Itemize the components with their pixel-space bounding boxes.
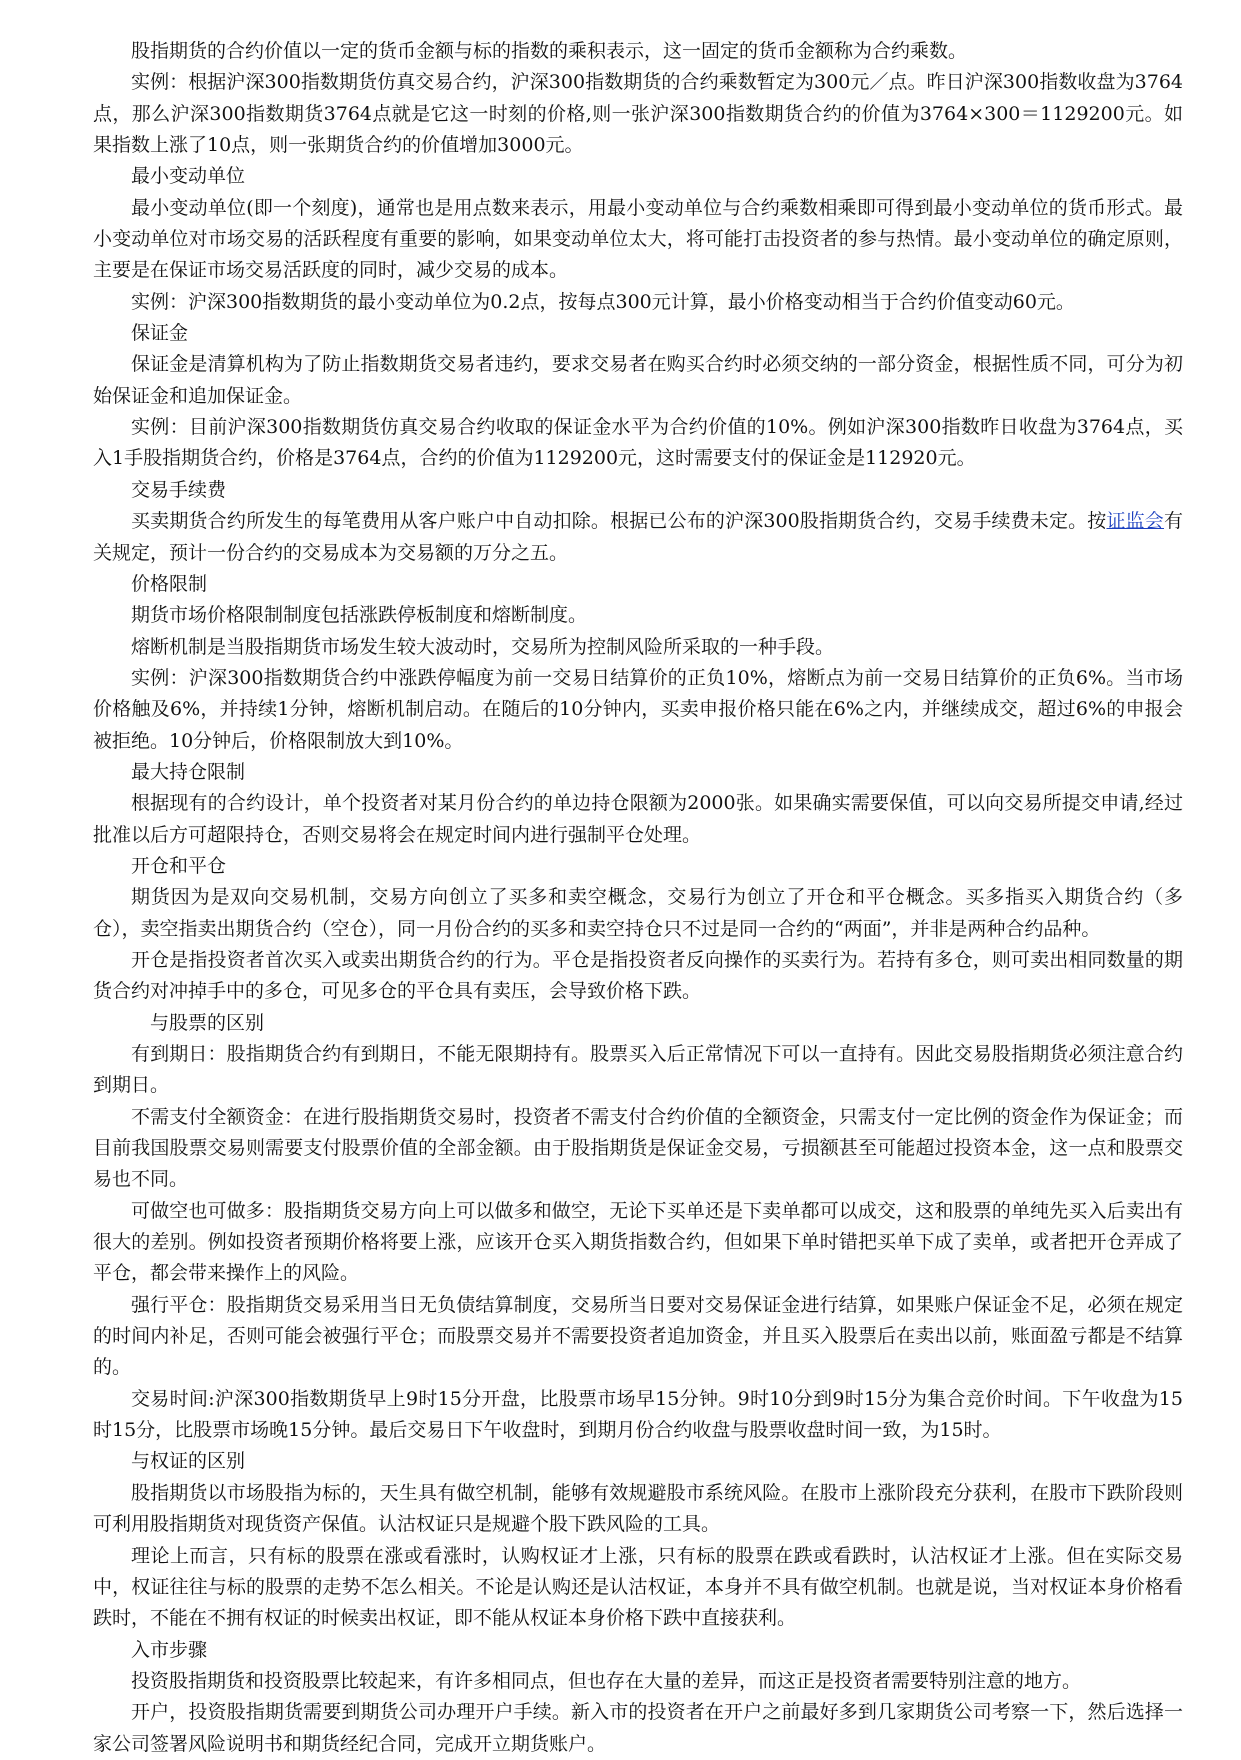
paragraph: 熔断机制是当股指期货市场发生较大波动时，交易所为控制风险所采取的一种手段。 [131,635,835,658]
paragraph: 交易时间:沪深300指数期货早上9时15分开盘，比股票市场早15分钟。9时10分到9时15分为集合竞价时间。下午收盘为15时15分，比股票市场晚15分钟。最后交易日下午收盘时，到期月份合约收盘与股票收盘时间一致，为15时。 [93,1387,1183,1442]
section-heading: 开仓和平仓 [131,854,227,877]
paragraph-text: 买卖期货合约所发生的每笔费用从客户账户中自动扣除。根据已公布的沪深300股指期货合约，交易手续费未定。按 [131,510,1107,533]
section-heading: 最大持仓限制 [131,760,246,783]
csrc-link[interactable]: 证监会 [1106,510,1164,533]
paragraph: 可做空也可做多：股指期货交易方向上可以做多和做空，无论下买单还是下卖单都可以成交，这和股票的单纯先买入后卖出有很大的差别。例如投资者预期价格将要上涨，应该开仓买入期货指数合约，但如果下单时错把买单下成了卖单，或者把开仓弄成了平仓，都会带来操作上的风险。 [93,1199,1183,1285]
section-heading: 与权证的区别 [131,1450,246,1473]
section-heading: 最小变动单位 [131,165,246,188]
section-heading: 交易手续费 [131,478,227,501]
paragraph: 股指期货以市场股指为标的，天生具有做空机制，能够有效规避股市系统风险。在股市上涨阶段充分获利，在股市下跌阶段则可利用股指期货对现货资产保值。认沽权证只是规避个股下跌风险的工具。 [93,1481,1183,1536]
paragraph: 实例：沪深300指数期货合约中涨跌停幅度为前一交易日结算价的正负10%，熔断点为前一交易日结算价的正负6%。当市场价格触及6%，并持续1分钟，熔断机制启动。在随后的10分钟内，买卖申报价格只能在6%之内，并继续成交，超过6%的申报会被拒绝。10分钟后，价格限制放大到10%。 [93,666,1183,752]
paragraph: 实例：目前沪深300指数期货仿真交易合约收取的保证金水平为合约价值的10%。例如沪深300指数昨日收盘为3764点，买入1手股指期货合约，价格是3764点，合约的价值为1129200元，这时需要支付的保证金是112920元。 [93,416,1183,470]
paragraph-with-link [93,506,1183,569]
paragraph: 理论上而言，只有标的股票在涨或看涨时，认购权证才上涨，只有标的股票在跌或看跌时，认沽权证才上涨。但在实际交易中，权证往往与标的股票的走势不怎么相关。不论是认购还是认沽权证，本身并不具有做空机制。也就是说，当对权证本身价格看跌时，不能在不拥有权证的时候卖出权证，即不能从权证本身价格下跌中直接获利。 [93,1544,1183,1630]
paragraph: 有到期日：股指期货合约有到期日，不能无限期持有。股票买入后正常情况下可以一直持有。因此交易股指期货必须注意合约到期日。 [93,1043,1183,1097]
section-heading: 与股票的区别 [150,1011,265,1034]
paragraph: 保证金是清算机构为了防止指数期货交易者违约，要求交易者在购买合约时必须交纳的一部分资金，根据性质不同，可分为初始保证金和追加保证金。 [93,353,1183,407]
paragraph: 实例：沪深300指数期货的最小变动单位为0.2点，按每点300元计算，最小价格变动相当于合约价值变动60元。 [131,290,1075,313]
paragraph: 根据现有的合约设计，单个投资者对某月份合约的单边持仓限额为2000张。如果确实需要保值，可以向交易所提交申请,经过批准以后方可超限持仓，否则交易将会在规定时间内进行强制平仓处理。 [93,792,1183,846]
paragraph: 强行平仓：股指期货交易采用当日无负债结算制度，交易所当日要对交易保证金进行结算，如果账户保证金不足，必须在规定的时间内补足，否则可能会被强行平仓；而股票交易并不需要投资者追加资金，并且买入股票后在卖出以前，账面盈亏都是不结算的。 [93,1293,1183,1379]
paragraph: 最小变动单位(即一个刻度)，通常也是用点数来表示，用最小变动单位与合约乘数相乘即可得到最小变动单位的货币形式。最小变动单位对市场交易的活跃程度有重要的影响，如果变动单位太大，将可能打击投资者的参与热情。最小变动单位的确定原则，主要是在保证市场交易活跃度的同时，减少交易的成本。 [93,196,1183,282]
paragraph-text: 有关规定，预计一份合约的交易成本为交易额的万分之五。 [93,510,1183,564]
section-heading: 价格限制 [131,572,208,595]
paragraph: 投资股指期货和投资股票比较起来，有许多相同点，但也存在大量的差异，而这正是投资者需要特别注意的地方。 [131,1669,1082,1692]
paragraph: 实例：根据沪深300指数期货仿真交易合约，沪深300指数期货的合约乘数暂定为300元／点。昨日沪深300指数收盘为3764点，那么沪深300指数期货3764点就是它这一时刻的价格,则一张沪深300指数期货合约的价值为3764×300＝1129200元。如果指数上涨了10点，则一张期货合约的价值增加3000元。 [93,71,1183,157]
paragraph: 不需支付全额资金：在进行股指期货交易时，投资者不需支付合约价值的全额资金，只需支付一定比例的资金作为保证金；而目前我国股票交易则需要支付股票价值的全部金额。由于股指期货是保证金交易，亏损额甚至可能超过投资本金，这一点和股票交易也不同。 [93,1105,1183,1191]
section-heading: 保证金 [131,322,189,345]
paragraph: 股指期货的合约价值以一定的货币金额与标的指数的乘积表示，这一固定的货币金额称为合约乘数。 [131,40,968,62]
section-heading: 入市步骤 [131,1638,208,1661]
paragraph: 期货市场价格限制制度包括涨跌停板制度和熔断制度。 [131,604,588,627]
paragraph: 开户，投资股指期货需要到期货公司办理开户手续。新入市的投资者在开户之前最好多到几家期货公司考察一下，然后选择一家公司签署风险说明书和期货经纪合同，完成开立期货账户。 [93,1701,1183,1755]
paragraph: 期货因为是双向交易机制，交易方向创立了买多和卖空概念，交易行为创立了开仓和平仓概念。买多指买入期货合约（多仓），卖空指卖出期货合约（空仓），同一月份合约的买多和卖空持仓只不过是同一合约的“两面”，并非是两种合约品种。 [93,886,1183,940]
paragraph: 开仓是指投资者首次买入或卖出期货合约的行为。平仓是指投资者反向操作的买卖行为。若持有多仓，则可卖出相同数量的期货合约对冲掉手中的多仓，可见多仓的平仓具有卖压，会导致价格下跌。 [93,948,1183,1003]
